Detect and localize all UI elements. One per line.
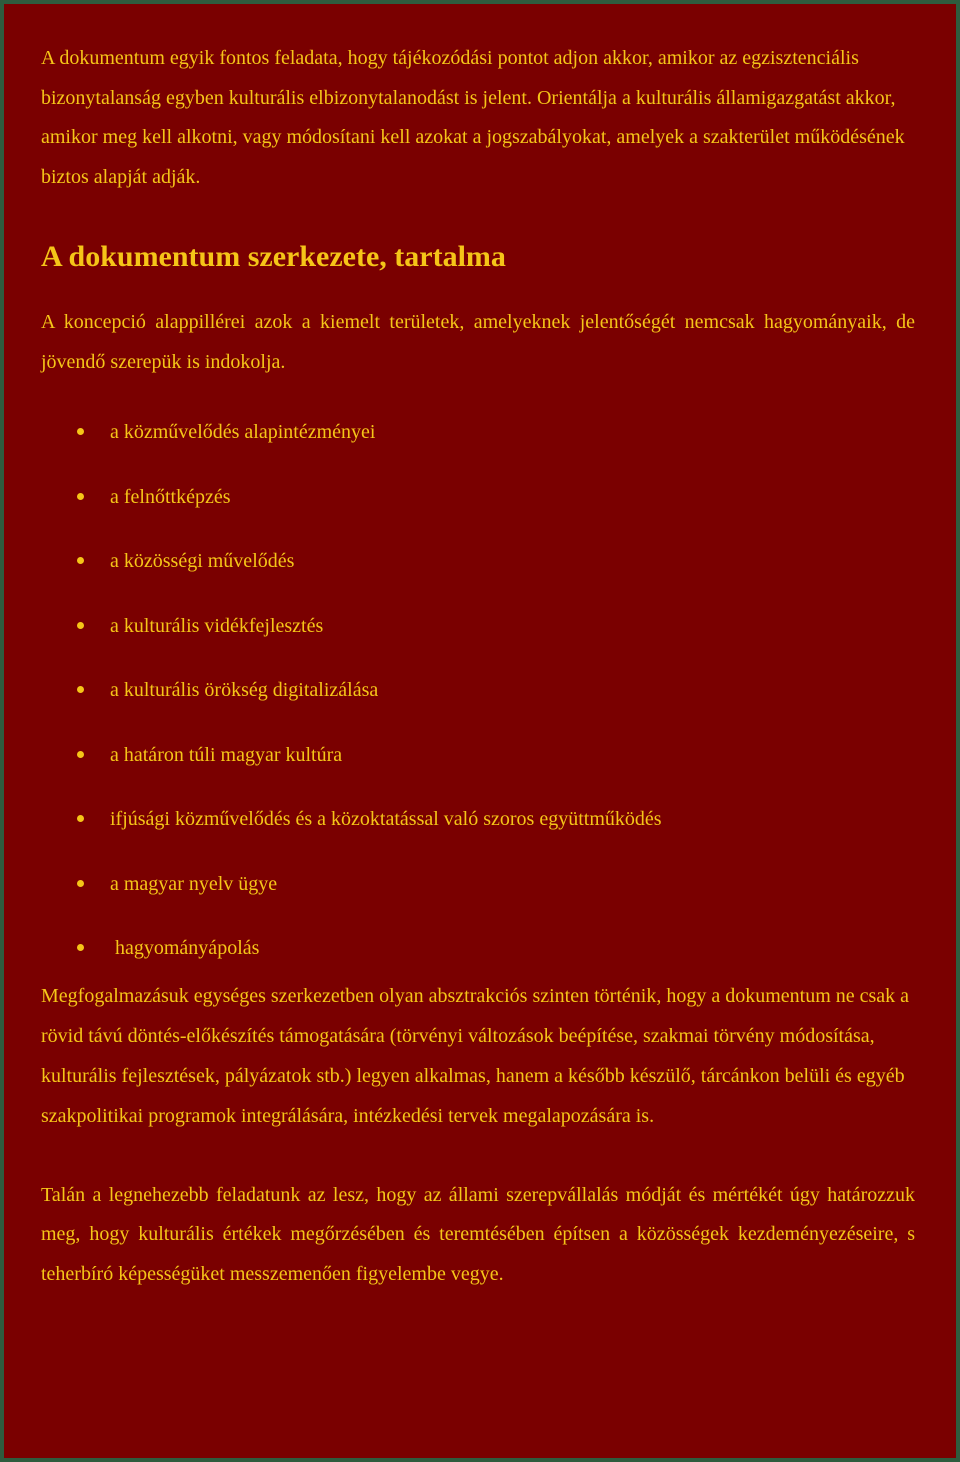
bullet-icon [77,557,84,564]
bullet-icon [77,944,84,951]
list-item: hagyományápolás [41,934,915,977]
bullet-icon [77,880,84,887]
bullet-icon [77,622,84,629]
list-item: a közművelődés alapintézményei [41,418,915,483]
pillar-list [41,418,915,977]
list-item: a határon túli magyar kultúra [41,741,915,806]
section-heading: A dokumentum szerkezete, tartalma [41,240,506,274]
intro-paragraph: A dokumentum egyik fontos feladata, hogy tájékozódási pontot adjon akkor, amikor az egzisztenciális bizonytalanság egyben kulturális elbizonytalanodást is jelent. Orientálja a kulturális államigazgatást akkor, amikor meg kell alkotni, vagy módosítani kell azokat a jogszabályokat, amelyek a szakterület működésének biztos alapját adják. [41,47,905,189]
lead-paragraph: A koncepció alappillérei azok a kiemelt területek, amelyeknek jelentőségét nemcsak hagyományaik, de jövendő szerepük is indokolja. [41,311,915,373]
bullet-icon [77,428,84,435]
bullet-icon [77,686,84,693]
list-item: a kulturális örökség digitalizálása [41,676,915,741]
list-item: a felnőttképzés [41,483,915,548]
list-item: a közösségi művelődés [41,547,915,612]
closing-paragraph: Talán a legnehezebb feladatunk az lesz, hogy az állami szerepvállalás módját és mértékét úgy határozzuk meg, hogy kulturális értékek megőrzésében és teremtésében építsen a közösségek kezdeményezéseire, s teherbíró képességüket messzemenően figyelembe vegye. [41,1183,915,1286]
document-body [41,39,915,1295]
list-item: ifjúsági közművelődés és a közoktatással való szoros együttműködés [41,805,915,870]
bullet-icon [77,493,84,500]
list-item: a kulturális vidékfejlesztés [41,612,915,677]
list-item: a magyar nyelv ügye [41,870,915,935]
document-page [4,4,956,1458]
bullet-icon [77,815,84,822]
scope-paragraph: Megfogalmazásuk egységes szerkezetben olyan absztrakciós szinten történik, hogy a dokumentum ne csak a rövid távú döntés-előkészítés támogatására (törvényi változások beépítése, szakmai törvény módosítása, kulturális fejlesztések, pályázatok stb.) legyen alkalmas, hanem a később készülő, tárcánkon belüli és egyéb szakpolitikai programok integrálására, intézkedési tervek megalapozására is. [41,985,910,1127]
bullet-icon [77,751,84,758]
